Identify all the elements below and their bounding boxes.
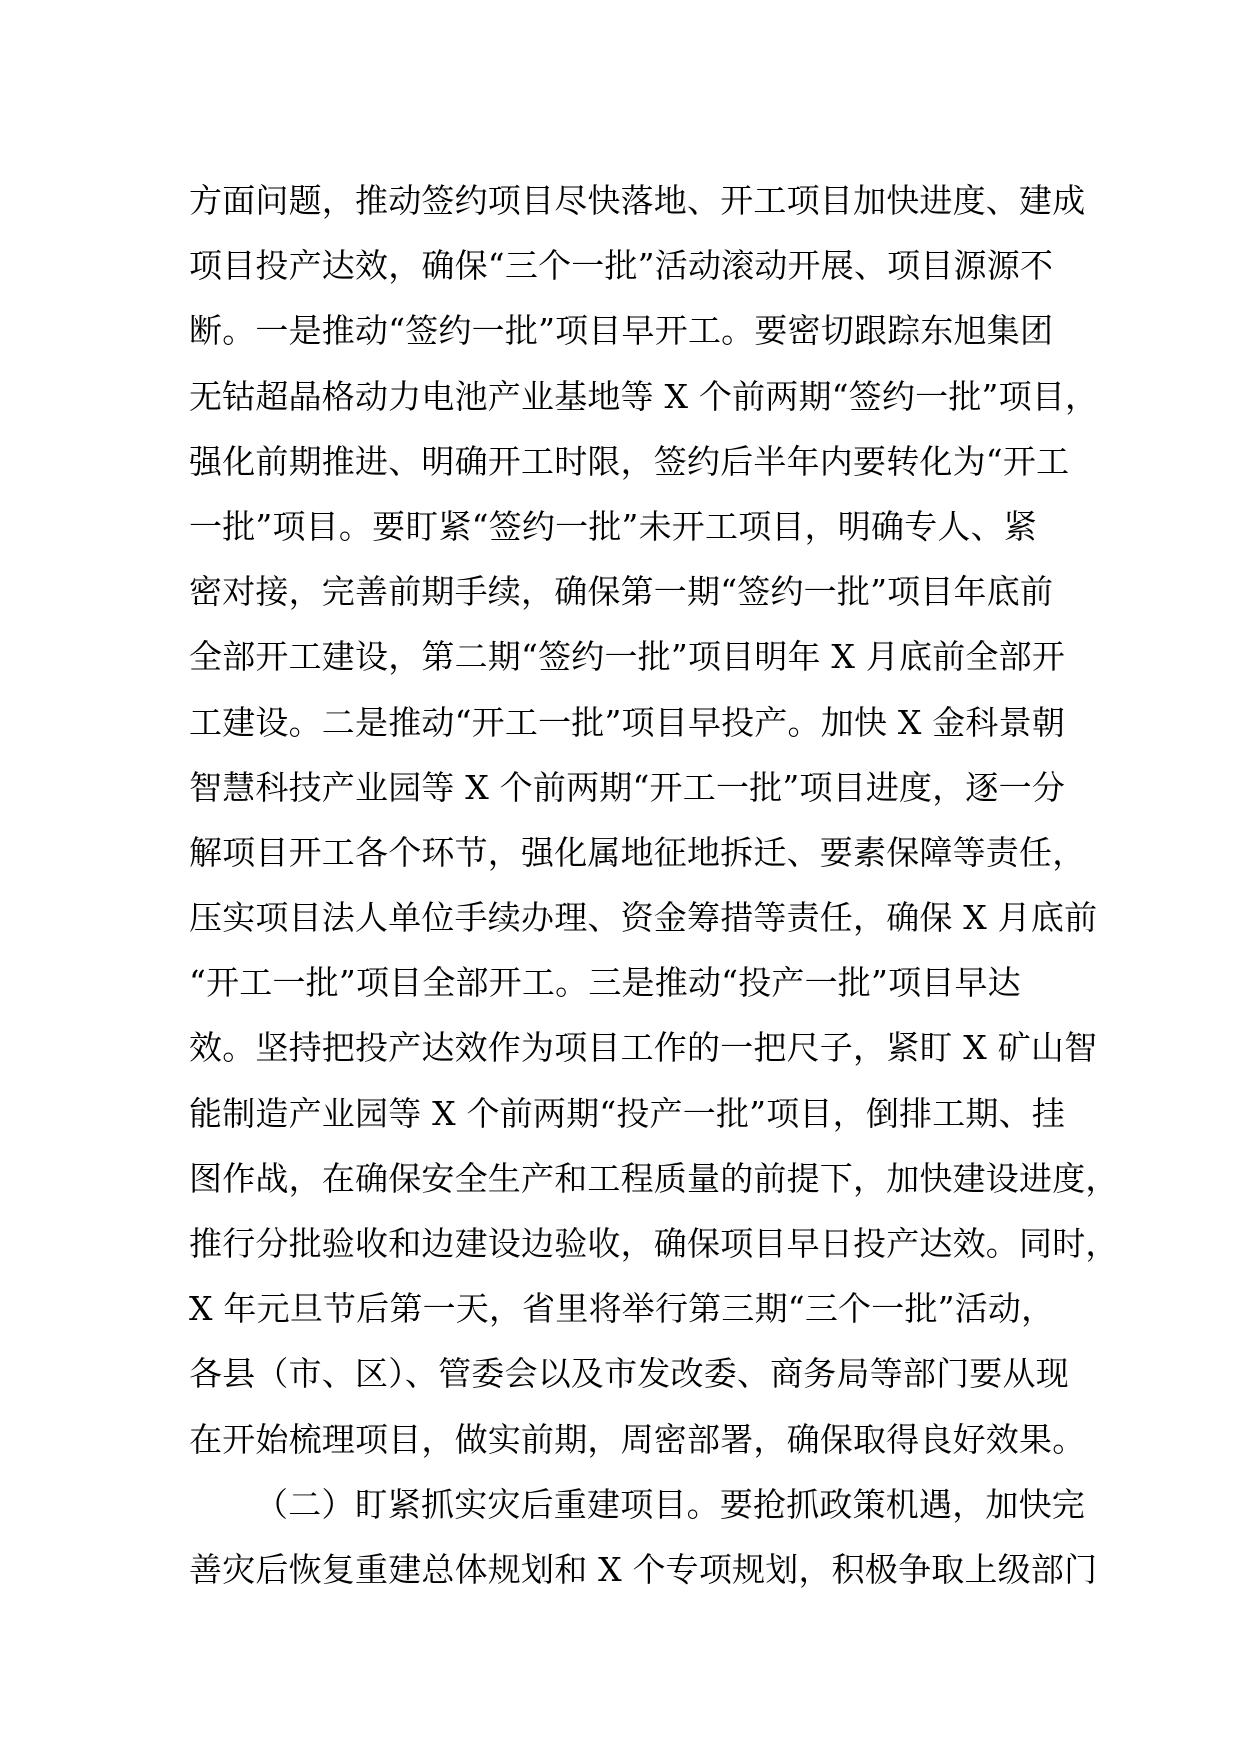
text-line: 善灾后恢复重建总体规划和 X 个专项规划，积极争取上级部门 [189,1549,1098,1589]
text-line: 密对接，完善前期手续，确保第一期“签约一批”项目年底前 [189,572,1054,612]
text-line: 工建设。二是推动“开工一批”项目早投产。加快 X 金科景朝 [189,702,1066,742]
text-line: 强化前期推进、明确开工时限，签约后半年内要转化为“开工 [189,441,1070,481]
text-line: 在开始梳理项目，做实前期，周密部署，确保取得良好效果。 [189,1419,1086,1459]
text-line: 全部开工建设，第二期“签约一批”项目明年 X 月底前全部开 [189,637,1066,677]
text-line: 压实项目法人单位手续办理、资金筹措等责任，确保 X 月底前 [189,898,1098,938]
text-line: 推行分批验收和边建设边验收，确保项目早日投产达效。同时， [189,1224,1119,1263]
text-line: 解项目开工各个环节，强化属地征地拆迁、要素保障等责任， [189,832,1086,872]
text-line: 项目投产达效，确保“三个一批”活动滚动开展、项目源源不 [189,246,1054,286]
text-line: 智慧科技产业园等 X 个前两期“开工一批”项目进度，逐一分 [189,767,1066,807]
text-line: 各县（市、区）、管委会以及市发改委、商务局等部门要从现 [189,1354,1069,1394]
text-line: 无钴超晶格动力电池产业基地等 X 个前两期“签约一批”项目， [189,376,1099,416]
text-line: X 年元旦节后第一天，省里将举行第三期“三个一批”活动， [189,1289,1055,1329]
text-line: 一批”项目。要盯紧“签约一批”未开工项目，明确专人、紧 [189,506,1038,546]
body-text [189,168,1119,1602]
text-line: “开工一批”项目全部开工。三是推动“投产一批”项目早达 [189,963,1021,1003]
text-line: 效。坚持把投产达效作为项目工作的一把尺子，紧盯 X 矿山智 [189,1028,1098,1068]
text-line: 能制造产业园等 X 个前两期“投产一批”项目，倒排工期、挂 [189,1093,1066,1133]
text-line: 方面问题，推动签约项目尽快落地、开工项目加快进度、建成 [189,181,1086,220]
text-line: 图作战，在确保安全生产和工程质量的前提下，加快建设进度， [189,1158,1119,1198]
section-heading-line: （二）盯紧抓实灾后重建项目。要抢抓政策机遇，加快完 [255,1484,1085,1524]
text-line: 断。一是推动“签约一批”项目早开工。要密切跟踪东旭集团 [189,311,1054,351]
